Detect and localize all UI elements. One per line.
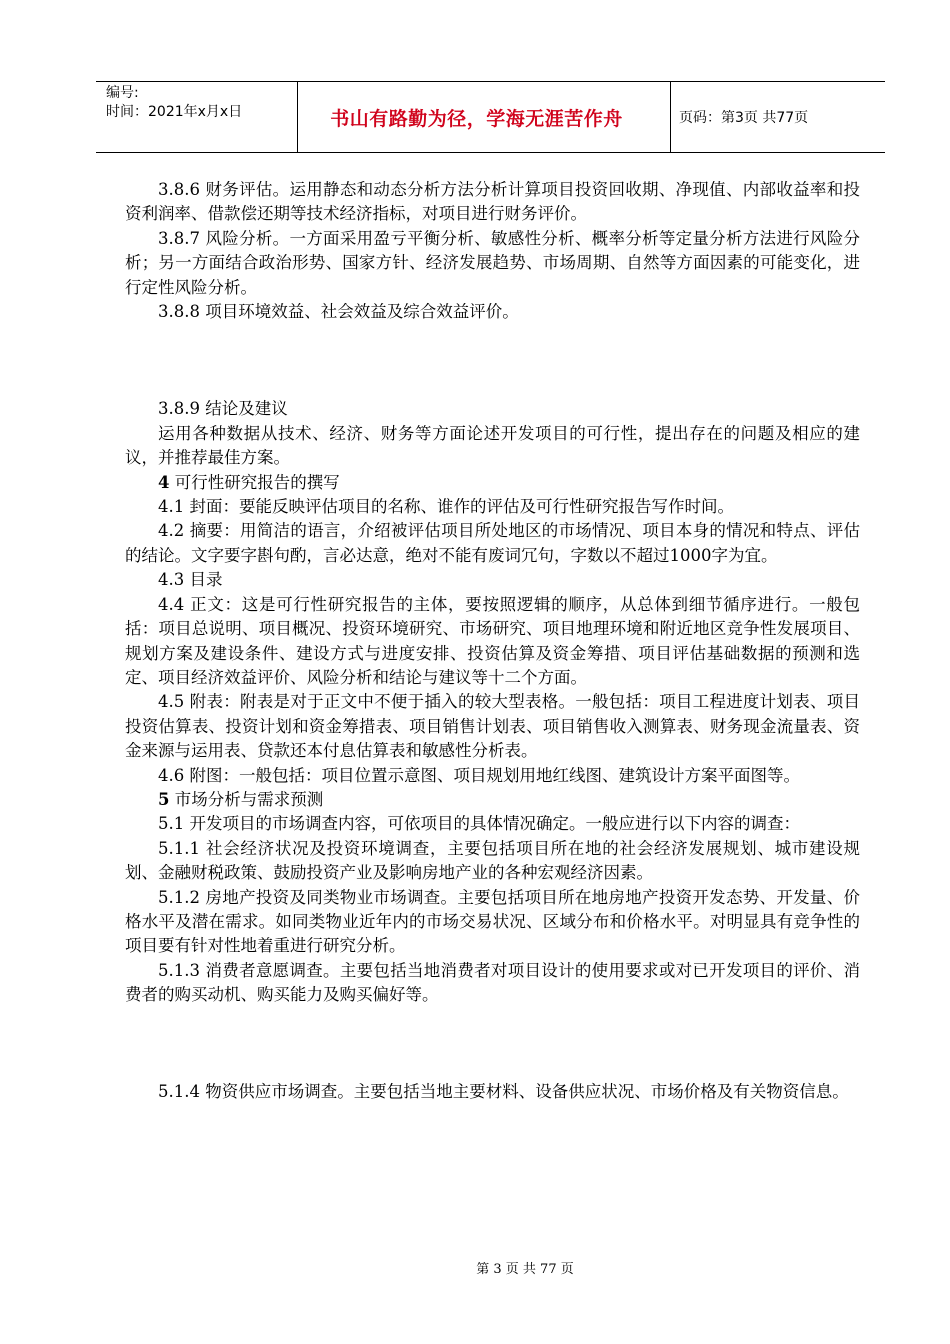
- paragraph-5-1-2: 5.1.2 房地产投资及同类物业市场调查。主要包括项目所在地房地产投资开发态势、开发量、价格水平及潜在需求。如同类物业近年内的市场交易状况、区域分布和价格水平。对明显具有竞争性的项目要有针对性地着重进行研究分析。: [125, 887, 860, 956]
- header-page-label: 页码：第3页 共77页: [679, 110, 809, 126]
- paragraph-3-8-7: 3.8.7 风险分析。一方面采用盈亏平衡分析、敏感性分析、概率分析等定量分析方法进行风险分析；另一方面结合政治形势、国家方针、经济发展趋势、市场周期、自然等方面因素的可能变化，进行定性风险分析。: [125, 228, 860, 297]
- paragraph-4-3: 4.3 目录: [158, 570, 223, 590]
- section-number-4: 4: [158, 472, 170, 492]
- page-header: [96, 81, 885, 153]
- document-body: [125, 178, 860, 1104]
- paragraph-4-6: 4.6 附图：一般包括：项目位置示意图、项目规划用地红线图、建筑设计方案平面图等。: [158, 765, 800, 785]
- section-number-5: 5: [158, 789, 170, 809]
- serial-label: 编号:: [106, 85, 139, 101]
- section-title-4: 可行性研究报告的撰写: [169, 472, 340, 492]
- section-heading-5: [125, 788, 860, 812]
- blank-gap: [125, 324, 860, 397]
- paragraph-5-1-1: 5.1.1 社会经济状况及投资环境调查，主要包括项目所在地的社会经济发展规划、城市建设规划、金融财税政策、鼓励投资产业及影响房地产业的各种宏观经济因素。: [125, 838, 860, 883]
- blank-gap: [125, 1008, 860, 1080]
- paragraph-4-1: 4.1 封面：要能反映评估项目的名称、谁作的评估及可行性研究报告写作时间。: [158, 497, 734, 517]
- motto-text: 书山有路勤为径，学海无涯苦作舟: [330, 107, 623, 130]
- section-heading-4: [125, 471, 860, 495]
- time-label: 时间：2021年x月x日: [106, 104, 243, 120]
- header-page-cell: [671, 82, 885, 152]
- paragraph-4-2: 4.2 摘要：用简洁的语言，介绍被评估项目所处地区的市场情况、项目本身的情况和特点、评估的结论。文字要字斟句酌，言必达意，绝对不能有废词冗句，字数以不超过1000字为宜。: [125, 521, 860, 565]
- paragraph-3-8-8: 3.8.8 项目环境效益、社会效益及综合效益评价。: [158, 302, 519, 322]
- section-title-5: 市场分析与需求预测: [169, 789, 324, 809]
- paragraph-4-4: 4.4 正文：这是可行性研究报告的主体，要按照逻辑的顺序，从总体到细节循序进行。一般包括：项目总说明、项目概况、投资环境研究、市场研究、项目地理环境和附近地区竞争性发展项目、规划方案及建设条件、建设方式与进度安排、投资估算及资金筹措、项目评估基础数据的预测和选定、项目经济效益评价、风险分析和结论与建议等十二个方面。: [125, 594, 860, 687]
- paragraph-3-8-6: 3.8.6 财务评估。运用静态和动态分析方法分析计算项目投资回收期、净现值、内部收益率和投资利润率、借款偿还期等技术经济指标，对项目进行财务评价。: [125, 180, 860, 224]
- paragraph-5-1-3: 5.1.3 消费者意愿调查。主要包括当地消费者对项目设计的使用要求或对已开发项目的评价、消费者的购买动机、购买能力及购买偏好等。: [125, 960, 860, 1005]
- paragraph-3-8-9-text: 运用各种数据从技术、经济、财务等方面论述开发项目的可行性，提出存在的问题及相应的建议，并推荐最佳方案。: [125, 423, 860, 468]
- heading-3-8-9: 3.8.9 结论及建议: [158, 399, 288, 419]
- paragraph-5-1-4: 5.1.4 物资供应市场调查。主要包括当地主要材料、设备供应状况、市场价格及有关物资信息。: [158, 1081, 849, 1101]
- paragraph-4-5: 4.5 附表：附表是对于正文中不便于插入的较大型表格。一般包括：项目工程进度计划表、项目投资估算表、投资计划和资金筹措表、项目销售计划表、项目销售收入测算表、财务现金流量表、资金来源与运用表、贷款还本付息估算表和敏感性分析表。: [125, 692, 860, 761]
- header-meta-cell: [96, 82, 298, 152]
- page-footer: 第 3 页 共 77 页: [476, 1262, 574, 1277]
- paragraph-5-1: 5.1 开发项目的市场调查内容，可依项目的具体情况确定。一般应进行以下内容的调查：: [158, 814, 800, 834]
- header-motto-cell: [298, 82, 671, 152]
